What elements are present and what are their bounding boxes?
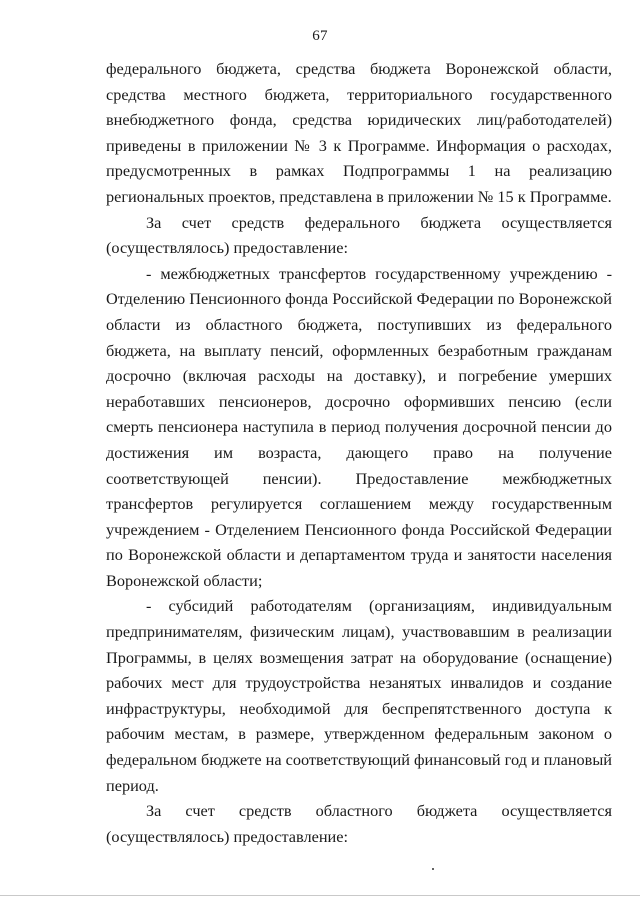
page-number: 67 (312, 28, 328, 44)
paragraph-federal-budget-intro: За счет средств федерального бюджета осуществляется (осуществлялось) предоставление: (106, 212, 612, 258)
paragraph-budget-sources: федерального бюджета, средства бюджета Воронежской области, средства местного бюджета, территориального государственного внебюджетного фонда, средства юридических лиц/работодателей) приведены в приложении № 3 к Программе. Информация о расходах, предусмотренных в рамках Подпрограммы 1 на реализацию региональных проектов, представлена в приложении № 15 к Программе. (106, 59, 612, 206)
document-body (106, 56, 612, 849)
paragraph-employer-subsidies: - субсидий работодателям (организациям, индивидуальным предпринимателям, физическим лицам), участвовавшим в реализации Программы, в целях возмещения затрат на оборудование (оснащение) рабочих мест для трудоустройства незанятых инвалидов и создание инфраструктуры, необходимой для беспрепятственного доступа к рабочим местам, в размере, утвержденном федеральным законом о федеральном бюджете на соответствующий финансовый год и плановый период. (106, 596, 613, 795)
scan-speck (432, 868, 434, 870)
paragraph-interbudget-transfers: - межбюджетных трансфертов государственному учреждению - Отделению Пенсионного фонда Российской Федерации по Воронежской области из областного бюджета, поступивших из федерального бюджета, на выплату пенсий, оформленных безработным гражданам досрочно (включая расходы на доставку), и погребение умерших неработавших пенсионеров, досрочно оформивших пенсию (если смерть пенсионера наступила в период получения досрочной пенсии до достижения им возраста, дающего право на получение соответствующей пенсии). Предоставление межбюджетных трансфертов регулируется соглашением между государственным учреждением - Отделением Пенсионного фонда Российской Федерации по Воронежской области и департаментом труда и занятости населения Воронежской области; (106, 263, 612, 590)
page-bottom-edge (0, 895, 640, 896)
paragraph-regional-budget-intro: За счет средств областного бюджета осуществляется (осуществлялось) предоставление: (106, 801, 612, 846)
